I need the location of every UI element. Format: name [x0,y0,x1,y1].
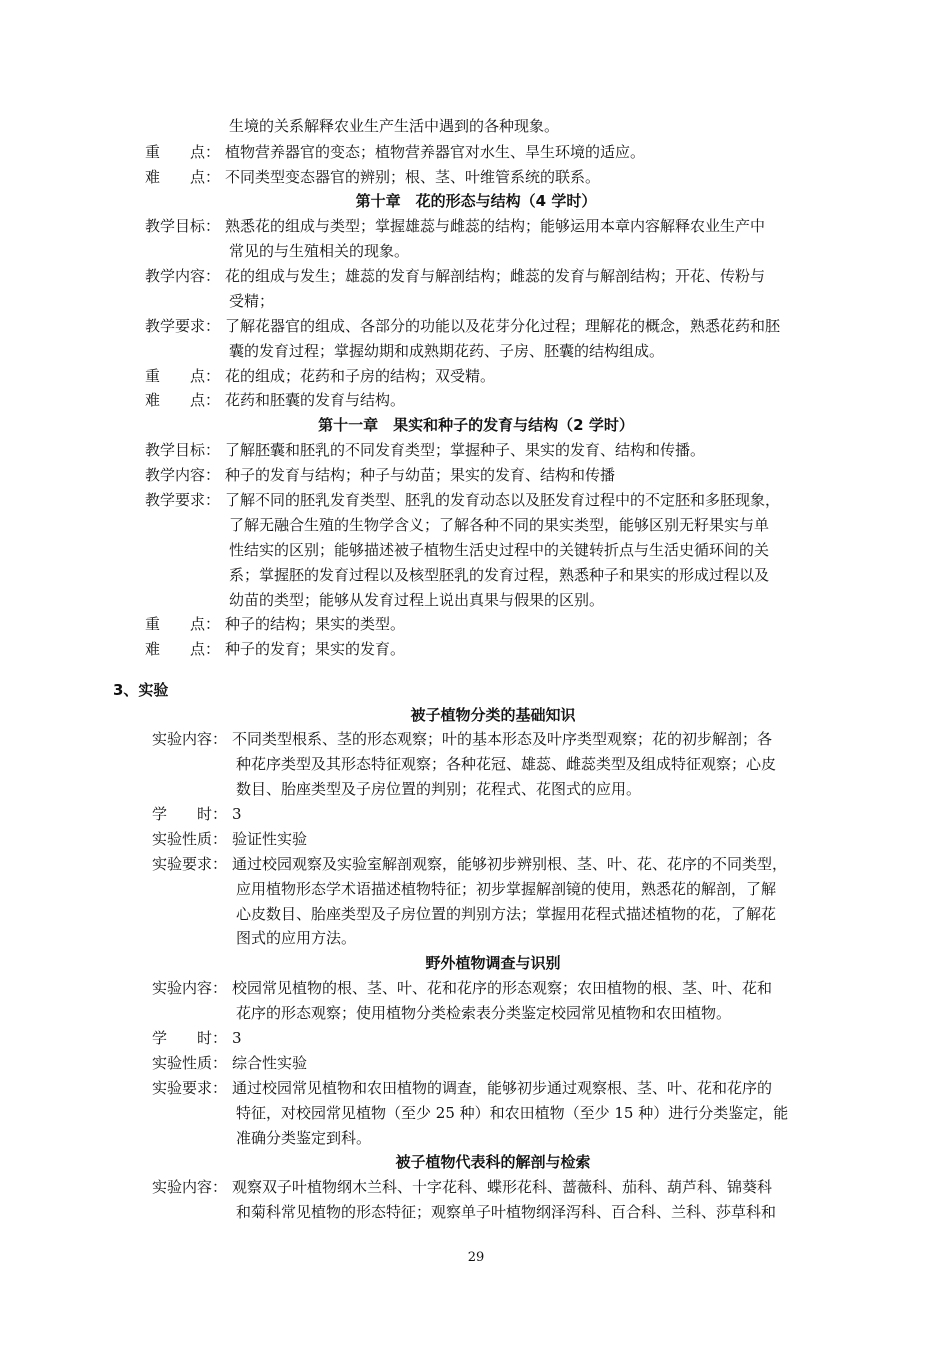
text-line: 生境的关系解释农业生产生活中遇到的各种现象。 [229,117,560,135]
text-line: 熟悉花的组成与类型；掌握雄蕊与雌蕊的结构；能够运用本章内容解释农业生产中 [225,217,766,235]
field-label: 实验要求： [152,1079,228,1097]
chapter-heading: 第十一章 果实和种子的发育与结构（2 学时） [318,416,634,434]
text-line: 和菊科常见植物的形态特征；观察单子叶植物纲泽泻科、百合科、兰科、莎草科和 [236,1203,777,1221]
experiment-title: 被子植物代表科的解剖与检索 [395,1153,591,1171]
text-line: 了解花器官的组成、各部分的功能以及花芽分化过程；理解花的概念，熟悉花药和胚 [225,317,781,335]
experiment-title: 野外植物调查与识别 [425,954,561,972]
field-label: 实验内容： [152,730,228,748]
field-label: 教学要求： [145,491,221,509]
text-line: 图式的应用方法。 [236,929,357,947]
field-label: 教学内容： [145,267,221,285]
text-line: 综合性实验 [232,1054,308,1072]
text-line: 系；掌握胚的发育过程以及核型胚乳的发育过程，熟悉种子和果实的形成过程以及 [229,566,770,584]
text-line: 验证性实验 [232,830,308,848]
text-line: 数目、胎座类型及子房位置的判别；花程式、花图式的应用。 [236,780,642,798]
text-line: 通过校园常见植物和农田植物的调查，能够初步通过观察根、茎、叶、花和花序的 [232,1079,773,1097]
field-label: 重 点： [145,615,221,633]
text-line: 幼苗的类型；能够从发育过程上说出真果与假果的区别。 [229,591,605,609]
field-label: 实验要求： [152,855,228,873]
text-line: 特征，对校园常见植物（至少 25 种）和农田植物（至少 15 种）进行分类鉴定，能 [236,1104,789,1122]
field-label: 难 点： [145,391,221,409]
field-label: 教学要求： [145,317,221,335]
text-line: 种子的发育；果实的发育。 [225,640,406,658]
text-line: 通过校园观察及实验室解剖观察，能够初步辨别根、茎、叶、花、花序的不同类型， [232,855,788,873]
text-line: 种花序类型及其形态特征观察；各种花冠、雄蕊、雌蕊类型及组成特征观察；心皮 [236,755,777,773]
text-line: 不同类型变态器官的辨别；根、茎、叶维管系统的联系。 [225,168,601,186]
text-line: 常见的与生殖相关的现象。 [229,242,410,260]
text-line: 受精； [229,292,275,310]
field-label: 教学内容： [145,466,221,484]
text-line: 性结实的区别；能够描述被子植物生活史过程中的关键转折点与生活史循环间的关 [229,541,770,559]
section-heading: 3、实验 [113,681,169,699]
text-line: 种子的发育与结构；种子与幼苗；果实的发育、结构和传播 [225,466,616,484]
text-line: 了解无融合生殖的生物学含义；了解各种不同的果实类型，能够区别无籽果实与单 [229,516,770,534]
experiment-title: 被子植物分类的基础知识 [410,706,576,724]
field-label: 实验内容： [152,1178,228,1196]
text-line: 花药和胚囊的发育与结构。 [225,391,406,409]
text-line: 花的组成与发生；雄蕊的发育与解剖结构；雌蕊的发育与解剖结构；开花、传粉与 [225,267,766,285]
text-line: 校园常见植物的根、茎、叶、花和花序的形态观察；农田植物的根、茎、叶、花和 [232,979,773,997]
field-label: 难 点： [145,640,221,658]
chapter-heading: 第十章 花的形态与结构（4 学时） [355,192,597,210]
text-line: 3 [232,1029,242,1047]
field-label: 实验性质： [152,830,228,848]
text-line: 心皮数目、胎座类型及子房位置的判别方法；掌握用花程式描述植物的花，了解花 [236,905,777,923]
field-label: 重 点： [145,367,221,385]
text-line: 种子的结构；果实的类型。 [225,615,406,633]
text-line: 植物营养器官的变态；植物营养器官对水生、旱生环境的适应。 [225,143,646,161]
page-number: 29 [467,1250,485,1265]
text-line: 囊的发育过程；掌握幼期和成熟期花药、子房、胚囊的结构组成。 [229,342,665,360]
field-label: 教学目标： [145,441,221,459]
text-line: 3 [232,805,242,823]
text-line: 了解胚囊和胚乳的不同发育类型；掌握种子、果实的发育、结构和传播。 [225,441,706,459]
field-label: 学 时： [152,1029,228,1047]
text-line: 花的组成；花药和子房的结构；双受精。 [225,367,496,385]
text-line: 花序的形态观察；使用植物分类检索表分类鉴定校园常见植物和农田植物。 [236,1004,732,1022]
field-label: 重 点： [145,143,221,161]
text-line: 准确分类鉴定到科。 [236,1129,372,1147]
field-label: 实验性质： [152,1054,228,1072]
text-line: 了解不同的胚乳发育类型、胚乳的发育动态以及胚发育过程中的不定胚和多胚现象， [225,491,781,509]
field-label: 教学目标： [145,217,221,235]
field-label: 难 点： [145,168,221,186]
text-line: 观察双子叶植物纲木兰科、十字花科、蝶形花科、蔷薇科、茄科、葫芦科、锦葵科 [232,1178,773,1196]
field-label: 学 时： [152,805,228,823]
text-line: 应用植物形态学术语描述植物特征；初步掌握解剖镜的使用，熟悉花的解剖，了解 [236,880,777,898]
field-label: 实验内容： [152,979,228,997]
text-line: 不同类型根系、茎的形态观察；叶的基本形态及叶序类型观察；花的初步解剖；各 [232,730,773,748]
